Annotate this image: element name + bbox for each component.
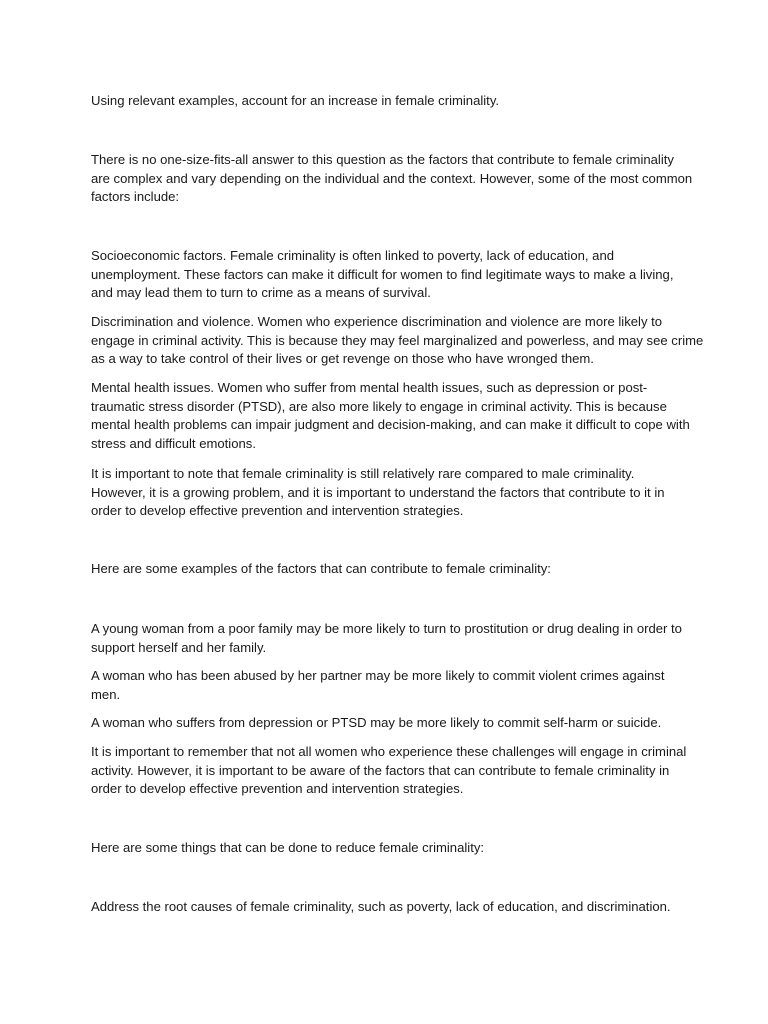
text-line: stress and difficult emotions. bbox=[91, 436, 256, 452]
text-line: mental health problems can impair judgment and decision-making, and can make it difficult to cope with bbox=[91, 417, 690, 433]
text-line: It is important to note that female criminality is still relatively rare compared to male criminality. bbox=[91, 466, 635, 481]
text-line: and may lead them to turn to crime as a means of survival. bbox=[91, 285, 431, 301]
text-line: Here are some examples of the factors that can contribute to female criminality: bbox=[91, 561, 551, 576]
text-line: order to develop effective prevention and intervention strategies. bbox=[91, 781, 464, 797]
text-line: It is important to remember that not all women who experience these challenges will engage in criminal bbox=[91, 744, 687, 759]
text-line: A woman who suffers from depression or PTSD may be more likely to commit self-harm or suicide. bbox=[91, 715, 662, 730]
factor-mental-health-paragraph bbox=[91, 379, 691, 454]
text-line: Mental health issues. Women who suffer from mental health issues, such as depression or post- bbox=[91, 380, 648, 395]
text-line: activity. However, it is important to be aware of the factors that can contribute to female criminality in bbox=[91, 762, 670, 778]
intro-paragraph bbox=[91, 151, 691, 207]
text-line: traumatic stress disorder (PTSD), are also more likely to engage in criminal activity. This is because bbox=[91, 398, 667, 414]
example-abuse-paragraph bbox=[91, 667, 691, 704]
text-line: order to develop effective prevention and intervention strategies. bbox=[91, 503, 464, 519]
text-line: men. bbox=[91, 686, 121, 702]
question-paragraph bbox=[91, 92, 691, 111]
text-line: Using relevant examples, account for an increase in female criminality. bbox=[91, 93, 500, 108]
text-line: However, it is a growing problem, and it is important to understand the factors that contribute to it in bbox=[91, 484, 665, 500]
factor-discrimination-paragraph bbox=[91, 313, 704, 369]
text-line: There is no one-size-fits-all answer to this question as the factors that contribute to female criminality bbox=[91, 152, 674, 167]
reduce-item-paragraph bbox=[91, 898, 691, 917]
text-line: Here are some things that can be done to reduce female criminality: bbox=[91, 840, 485, 855]
text-line: Discrimination and violence. Women who experience discrimination and violence are more likely to bbox=[91, 314, 663, 329]
text-line: Socioeconomic factors. Female criminality is often linked to poverty, lack of education, and bbox=[91, 248, 615, 263]
text-line: as a way to take control of their lives or get revenge on those who have wronged them. bbox=[91, 351, 594, 367]
text-line: unemployment. These factors can make it difficult for women to find legitimate ways to make a living, bbox=[91, 266, 674, 282]
text-line: A young woman from a poor family may be more likely to turn to prostitution or drug dealing in order to bbox=[91, 621, 682, 636]
examples-heading bbox=[91, 560, 691, 579]
text-line: engage in criminal activity. This is because they may feel marginalized and powerless, and may see crime bbox=[91, 332, 704, 348]
example-depression-paragraph bbox=[91, 714, 691, 733]
text-line: are complex and vary depending on the individual and the context. However, some of the most common bbox=[91, 170, 693, 186]
example-poverty-paragraph bbox=[91, 620, 691, 657]
factor-socioeconomic-paragraph bbox=[91, 247, 691, 303]
factor-note-paragraph bbox=[91, 465, 691, 521]
reduce-heading bbox=[91, 839, 691, 858]
example-note-paragraph bbox=[91, 743, 691, 799]
text-line: A woman who has been abused by her partner may be more likely to commit violent crimes against bbox=[91, 668, 665, 683]
text-line: Address the root causes of female criminality, such as poverty, lack of education, and discrimination. bbox=[91, 899, 671, 914]
text-line: support herself and her family. bbox=[91, 639, 267, 655]
text-line: factors include: bbox=[91, 189, 180, 205]
